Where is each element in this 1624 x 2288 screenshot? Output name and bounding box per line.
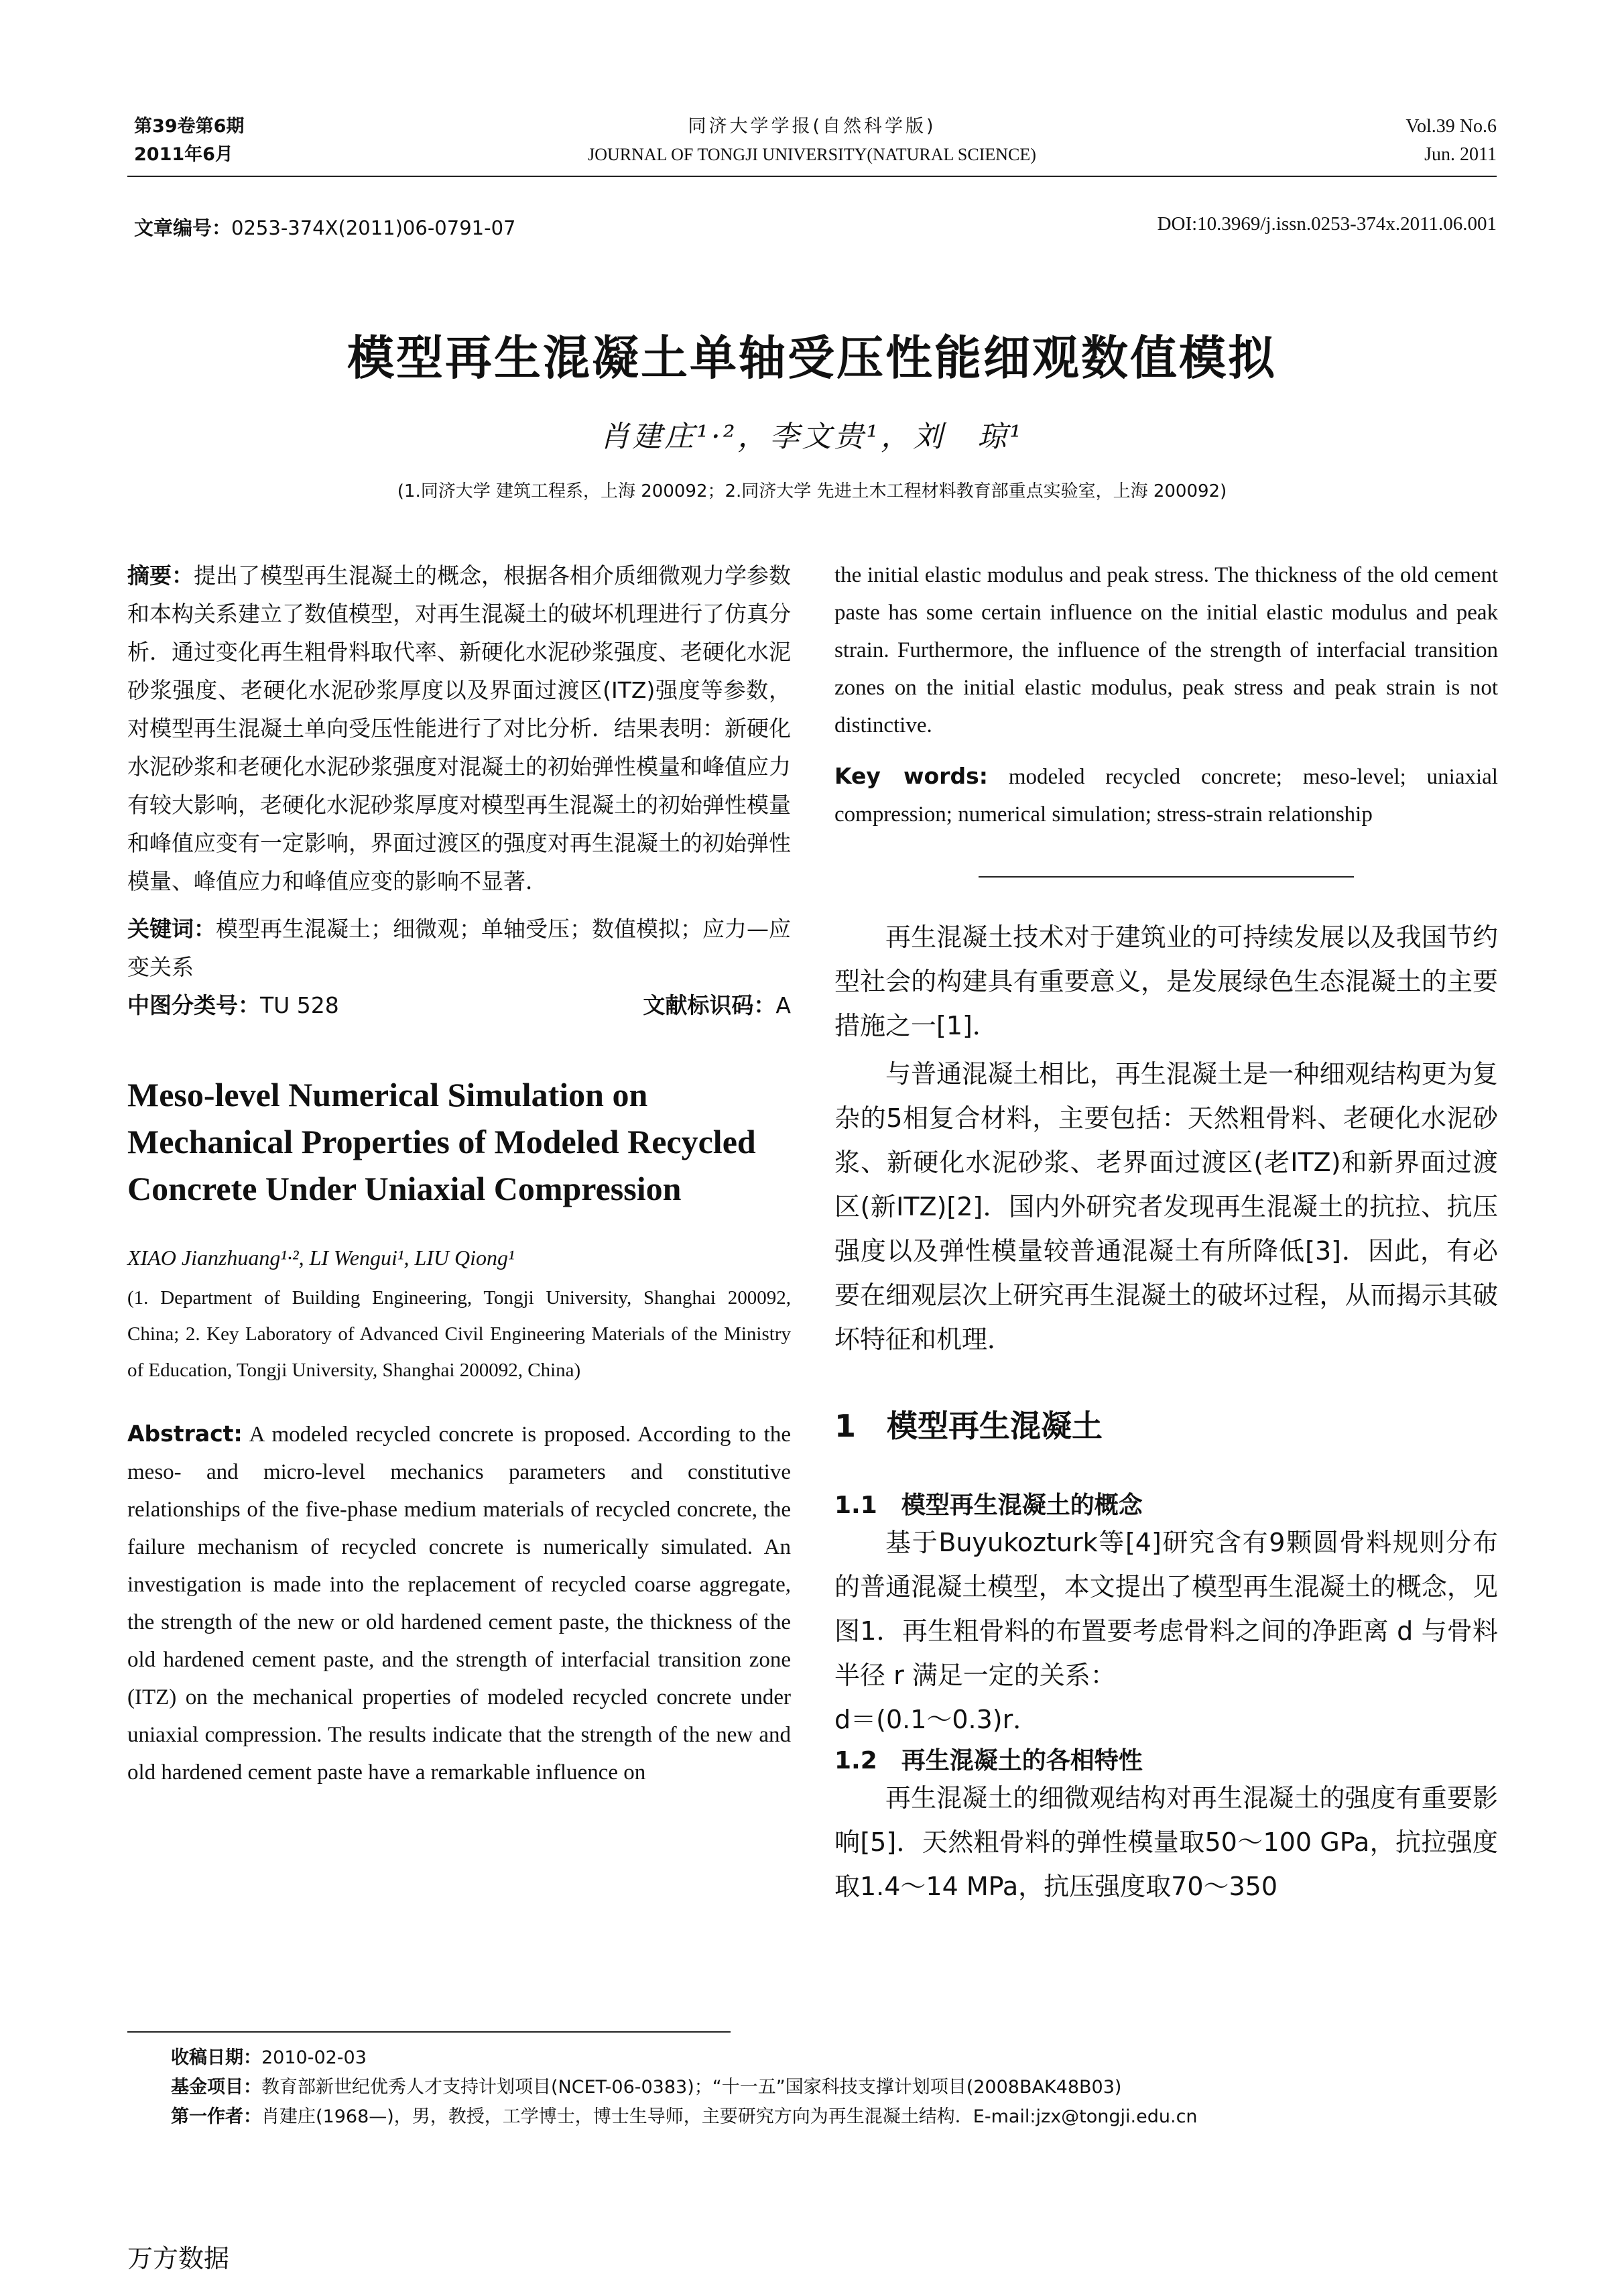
- section-1-2-heading: 1.2 再生混凝土的各相特性: [834, 1747, 1143, 1774]
- footnote-rule: [127, 2031, 731, 2033]
- keywords-en-label: Key words:: [834, 763, 988, 789]
- article-number-label: 文章编号：: [134, 217, 232, 239]
- abstract-en-text-left: A modeled recycled concrete is proposed. According to the meso- and micro-level mechanics parameters and constitutive relationships of the five-phase medium materials of recycled concrete, the failure mechanism of recycled concrete is numerically simulated. An investigation is made into the replacement of recycled coarse aggregate, the strength of the new or old hardened cement paste, the thickness of the old hardened cement paste, and the strength of interfacial transition zone (ITZ) on the mechanical properties of modeled recycled concrete under uniaxial compression. The results indicate that the strength of the new and old hardened cement paste have a remarkable influence on: [127, 1423, 791, 1785]
- received-label: 收稿日期：: [171, 2047, 261, 2068]
- issue-date-en: Jun. 2011: [1424, 144, 1497, 165]
- abstract-en-label: Abstract:: [127, 1421, 243, 1447]
- section-1-1-heading: 1.1 模型再生混凝土的概念: [834, 1492, 1143, 1519]
- journal-name-en: JOURNAL OF TONGJI UNIVERSITY(NATURAL SCIENCE): [588, 145, 1036, 164]
- authors-en: XIAO Jianzhuang¹·², LI Wengui¹, LIU Qiong¹: [127, 1246, 515, 1270]
- volume-info: [1406, 113, 1497, 169]
- classification: [127, 986, 791, 1024]
- section-1-1-paragraph: 基于Buyukozturk等[4]研究含有9颗圆骨料规则分布的普通混凝土模型，本文提出了模型再生混凝土的概念，见图1．再生粗骨料的布置要考虑骨料之间的净距离 d 与骨料半径 r 满足一定的关系：: [834, 1528, 1498, 1690]
- keywords-cn-label: 关键词：: [127, 916, 216, 942]
- clc-label: 中图分类号：: [127, 992, 260, 1018]
- volume-number: Vol.39 No.6: [1406, 116, 1497, 137]
- keywords-en: [834, 758, 1498, 833]
- footnotes: [171, 2043, 1198, 2132]
- paper-title-cn: 模型再生混凝土单轴受压性能细观数值模拟: [347, 330, 1277, 385]
- watermark: 万方数据: [127, 2244, 230, 2273]
- affiliation-cn: (1.同济大学 建筑工程系，上海 200092；2.同济大学 先进土木工程材料教育部重点实验室，上海 200092): [397, 481, 1227, 501]
- journal-name: [469, 113, 1155, 169]
- keywords-en-text: modeled recycled concrete; meso-level; uniaxial compression; numerical simulation; stress-strain relationship: [834, 765, 1498, 827]
- abstract-cn: [127, 556, 791, 900]
- fund-info: [171, 2073, 1198, 2102]
- issue-number: 第39卷第6期: [134, 116, 245, 137]
- affiliation-en: (1. Department of Building Engineering, Tongji University, Shanghai 200092, China; 2. Key Laboratory of Advanced Civil Engineering Materials of the Ministry of Education, Tongji University, Shanghai 200092, China): [127, 1287, 791, 1381]
- authors-cn: 肖建庄¹·²，李文贵¹，刘 琼¹: [600, 420, 1024, 454]
- equation-spacing: d＝(0.1～0.3)r．: [834, 1705, 1039, 1734]
- header-rule: [127, 176, 1497, 177]
- first-author-info: [171, 2102, 1198, 2132]
- first-author-label: 第一作者：: [171, 2106, 261, 2127]
- abstract-cn-text: 提出了模型再生混凝土的概念，根据各相介质细微观力学参数和本构关系建立了数值模型，对再生混凝土的破坏机理进行了仿真分析．通过变化再生粗骨料取代率、新硬化水泥砂浆强度、老硬化水泥砂浆强度、老硬化水泥砂浆厚度以及界面过渡区(ITZ)强度等参数，对模型再生混凝土单向受压性能进行了对比分析．结果表明：新硬化水泥砂浆和老硬化水泥砂浆强度对混凝土的初始弹性模量和峰值应力有较大影响，老硬化水泥砂浆厚度对模型再生混凝土的初始弹性模量和峰值应变有一定影响，界面过渡区的强度对再生混凝土的初始弹性模量、峰值应力和峰值应变的影响不显著．: [127, 562, 791, 894]
- intro-paragraph-2: 与普通混凝土相比，再生混凝土是一种细观结构更为复杂的5相复合材料，主要包括：天然粗骨料、老硬化水泥砂浆、新硬化水泥砂浆、老界面过渡区(老ITZ)和新界面过渡区(新ITZ)[2]．国内外研究者发现再生混凝土的抗拉、抗压强度以及弹性模量较普通混凝土有所降低[3]．因此，有必要在细观层次上研究再生混凝土的破坏过程，从而揭示其破坏特征和机理．: [834, 1059, 1498, 1354]
- keywords-cn-text: 模型再生混凝土；细微观；单轴受压；数值模拟；应力—应变关系: [127, 916, 791, 980]
- paper-title-en: Meso-level Numerical Simulation on Mechanical Properties of Modeled Recycled Concrete Under Uniaxial Compression: [127, 1076, 756, 1207]
- doc-code-value: A: [775, 992, 791, 1018]
- section-1-heading: 1 模型再生混凝土: [834, 1408, 1103, 1444]
- received-date: [171, 2043, 1198, 2073]
- received-value: 2010-02-03: [261, 2047, 367, 2068]
- abstract-en-left: [127, 1415, 791, 1791]
- fund-label: 基金项目：: [171, 2077, 261, 2098]
- journal-name-cn: 同济大学学报(自然科学版): [688, 116, 936, 137]
- article-number: [134, 213, 515, 241]
- doi: DOI:10.3969/j.issn.0253-374x.2011.06.001: [1157, 213, 1497, 235]
- section-1-2-paragraph: 再生混凝土的细微观结构对再生混凝土的强度有重要影响[5]．天然粗骨料的弹性模量取50～100 GPa，抗拉强度取1.4～14 MPa，抗压强度取70～350: [834, 1783, 1498, 1901]
- keywords-cn: [127, 910, 791, 986]
- left-column: [127, 556, 791, 1791]
- article-number-value: 0253-374X(2011)06-0791-07: [231, 217, 516, 239]
- doc-code-label: 文献标识码：: [643, 992, 776, 1018]
- abstract-cn-label: 摘要：: [127, 562, 194, 589]
- issue-date-cn: 2011年6月: [134, 144, 233, 165]
- issue-info: [134, 113, 244, 169]
- clc-value: TU 528: [260, 992, 339, 1018]
- intro-paragraph-1: 再生混凝土技术对于建筑业的可持续发展以及我国节约型社会的构建具有重要意义，是发展绿色生态混凝土的主要措施之一[1]．: [834, 922, 1498, 1040]
- abstract-en-right: the initial elastic modulus and peak stress. The thickness of the old cement paste has some certain influence on the initial elastic modulus and peak strain. Furthermore, the influence of the strength of interfacial transition zones on the initial elastic modulus, peak stress and peak strain is not distinctive.: [834, 563, 1498, 737]
- first-author-value: 肖建庄(1968—)，男，教授，工学博士，博士生导师，主要研究方向为再生混凝土结构．E-mail:jzx@tongji.edu.cn: [261, 2106, 1198, 2127]
- fund-value: 教育部新世纪优秀人才支持计划项目(NCET-06-0383)；“十一五”国家科技支撑计划项目(2008BAK48B03): [261, 2077, 1122, 2098]
- right-column: [834, 556, 1498, 1909]
- abstract-divider: [979, 876, 1354, 878]
